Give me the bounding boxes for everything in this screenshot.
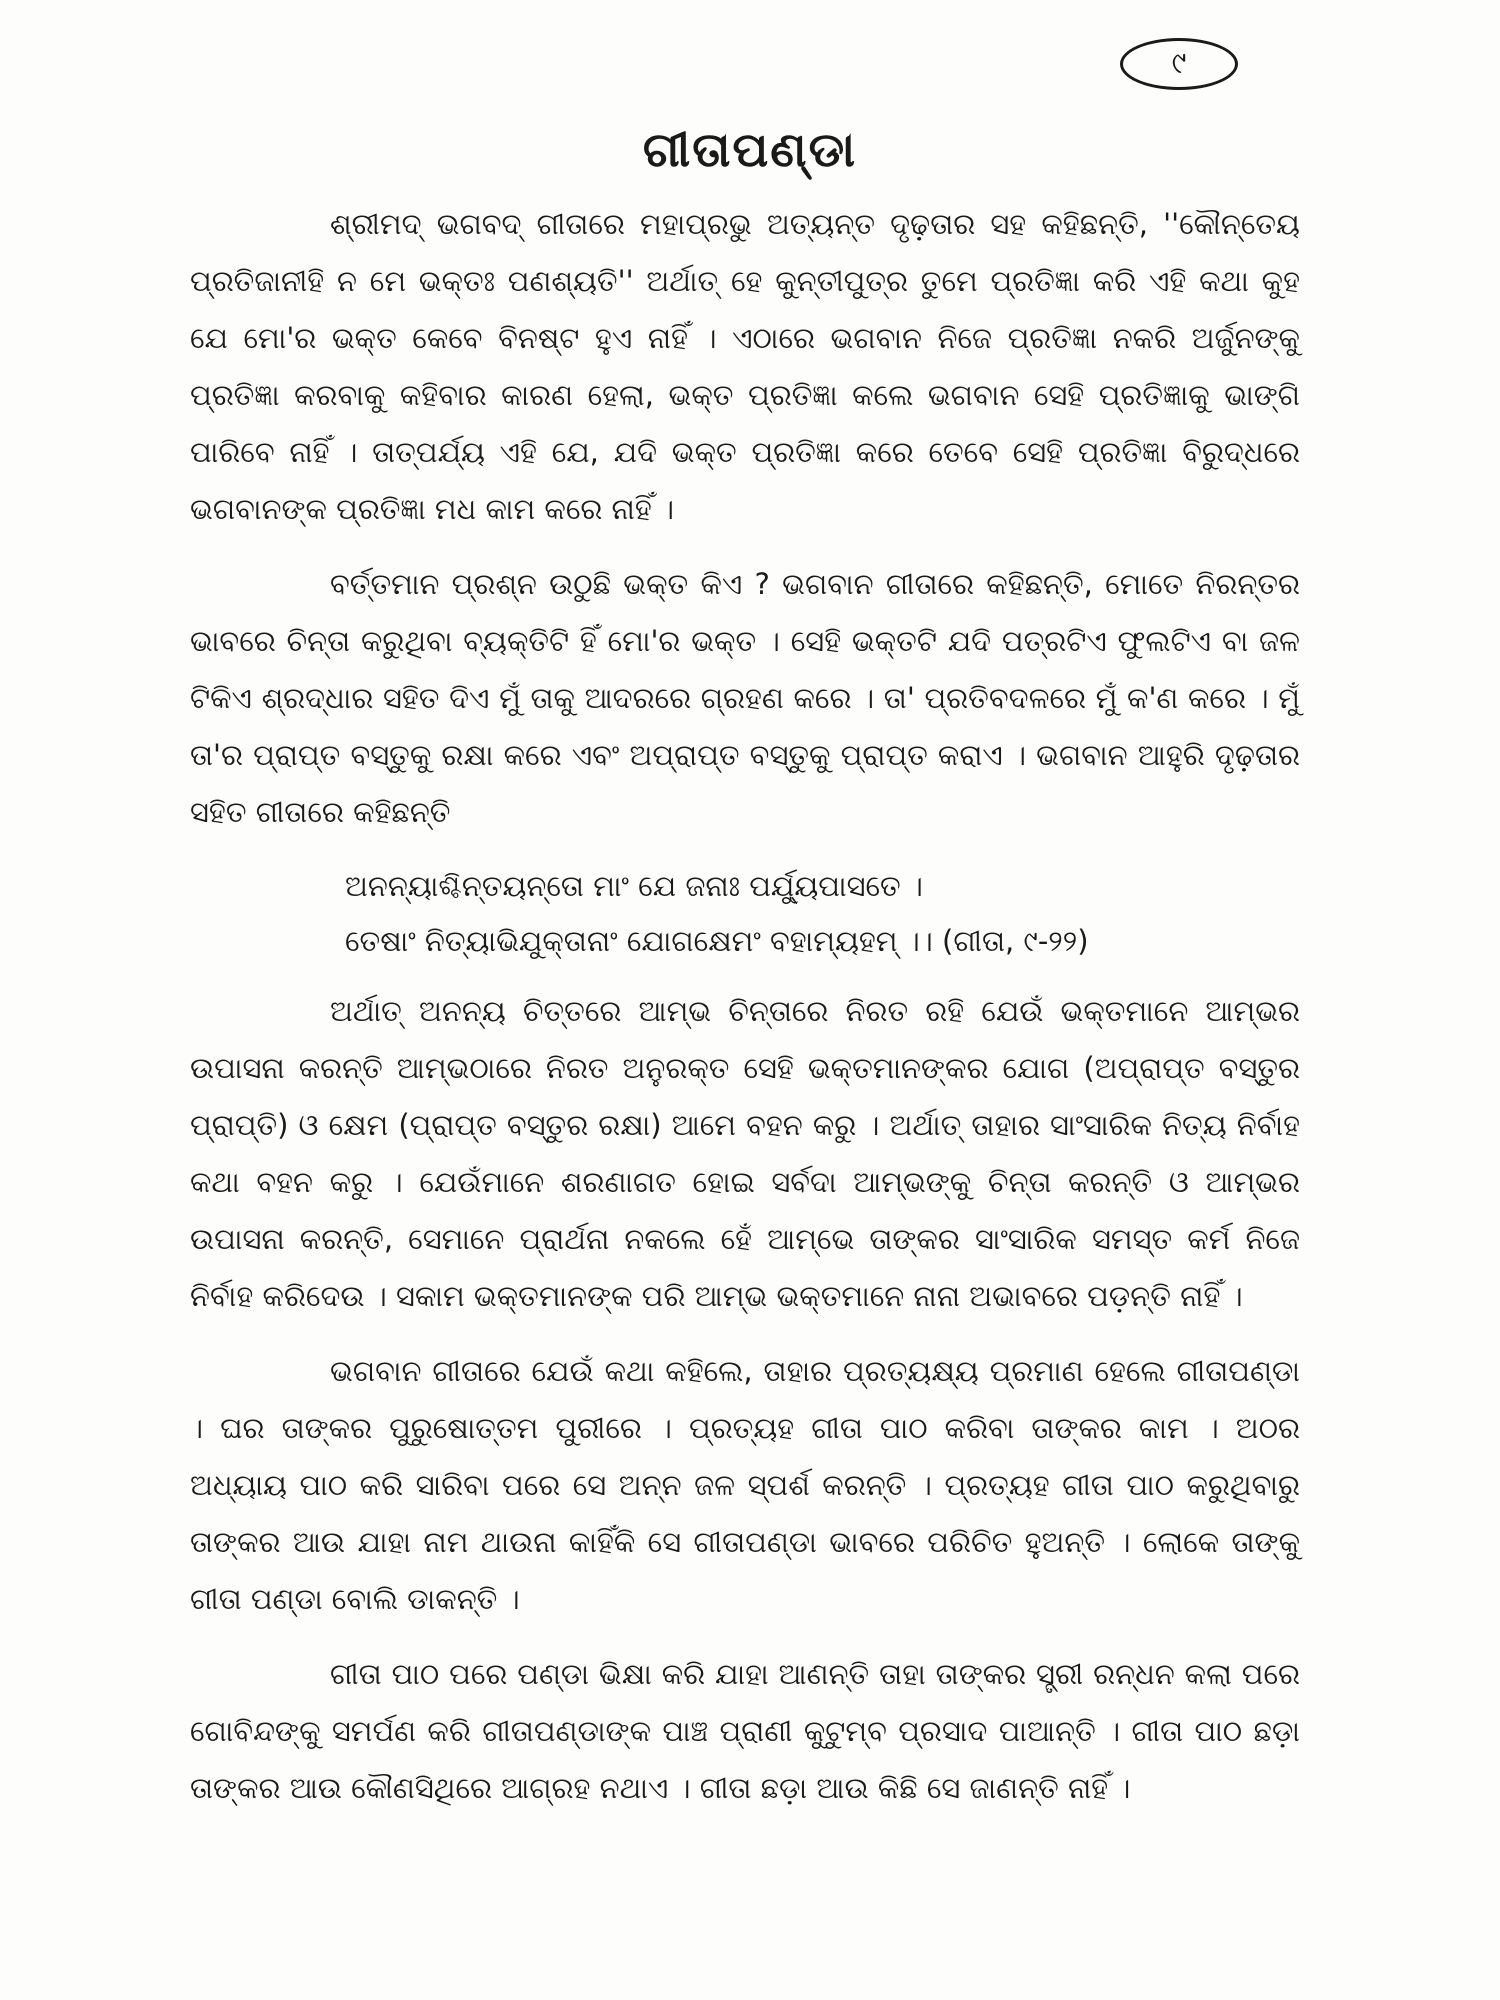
page-number-oval xyxy=(1120,38,1238,90)
page-number: ୯ xyxy=(1171,46,1187,81)
chapter-title: ଗୀତାପଣ୍ଡା xyxy=(642,122,858,178)
paragraph-1: ଶ୍ରୀମଦ୍ ଭଗବଦ୍ ଗୀତାରେ ମହାପ୍ରଭୁ ଅତ୍ୟନ୍ତ ଦୃଢ଼ତାର ସହ କହିଛନ୍ତି, ''କୌନ୍ତେୟ ପ୍ରତିଜାନୀହି ନ ମେ ଭକ୍ତଃ ପଣଶ୍ୟତି'' ଅର୍ଥାତ୍ ହେ କୁନ୍ତୀପୁତ୍ର ତୁମେ ପ୍ରତିଜ୍ଞା କରି ଏହି କଥା କୁହ ଯେ ମୋ'ର ଭକ୍ତ କେବେ ବିନଷ୍ଟ ହୁଏ ନାହିଁ । ଏଠାରେ ଭଗବାନ ନିଜେ ପ୍ରତିଜ୍ଞା ନକରି ଅର୍ଜୁନଙ୍କୁ ପ୍ରତିଜ୍ଞା କରବାକୁ କହିବାର କାରଣ ହେଲା, ଭକ୍ତ ପ୍ରତିଜ୍ଞା କଲେ ଭଗବାନ ସେହି ପ୍ରତିଜ୍ଞାକୁ ଭାଙ୍ଗି ପାରିବେ ନାହିଁ । ତାତ୍ପର୍ଯ୍ୟ ଏହି ଯେ, ଯଦି ଭକ୍ତ ପ୍ରତିଜ୍ଞା କରେ ତେବେ ସେହି ପ୍ରତିଜ୍ଞା ବିରୁଦ୍ଧରେ ଭଗବାନଙ୍କ ପ୍ରତିଜ୍ଞା ମଧ କାମ କରେ ନାହିଁ । xyxy=(190,207,1300,526)
paragraph-4: ଭଗବାନ ଗୀତାରେ ଯେଉଁ କଥା କହିଲେ, ତାହାର ପ୍ରତ୍ୟକ୍ଷ୍ୟ ପ୍ରମାଣ ହେଲେ ଗୀତାପଣ୍ଡା । ଘର ତାଙ୍କର ପୁରୁଷୋତ୍ତମ ପୁରୀରେ । ପ୍ରତ୍ୟହ ଗୀତା ପାଠ କରିବା ତାଙ୍କର କାମ । ଅଠର ଅଧ୍ୟାୟ ପାଠ କରି ସାରିବା ପରେ ସେ ଅନ୍ନ ଜଳ ସ୍ପର୍ଶ କରନ୍ତି । ପ୍ରତ୍ୟହ ଗୀତା ପାଠ କରୁଥିବାରୁ ତାଙ୍କର ଆଉ ଯାହା ନାମ ଥାଉନା କାହିଁକି ସେ ଗୀତାପଣ୍ଡା ଭାବରେ ପରିଚିତ ହୁଅନ୍ତି । ଲୋକେ ତାଙ୍କୁ ଗୀତା ପଣ୍ଡା ବୋଲି ଡାକନ୍ତି । xyxy=(190,1354,1300,1616)
verse-line-1: ଅନନ୍ୟାଶ୍ଚିନ୍ତୟନ୍ତୋ ମାଂ ଯେ ଜନାଃ ପର୍ଯ୍ୟୁପାସତେ । xyxy=(345,869,923,903)
paragraph-2: ବର୍ତ୍ତମାନ ପ୍ରଶ୍ନ ଉଠୁଛି ଭକ୍ତ କିଏ ? ଭଗବାନ ଗୀତାରେ କହିଛନ୍ତି, ମୋତେ ନିରନ୍ତର ଭାବରେ ଚିନ୍ତା କରୁଥିବା ବ୍ୟକ୍ତିଟି ହିଁ ମୋ'ର ଭକ୍ତ । ସେହି ଭକ୍ତଟି ଯଦି ପତ୍ରଟିଏ ଫୁଲଟିଏ ବା ଜଳ ଟିକିଏ ଶ୍ରଦ୍ଧାର ସହିତ ଦିଏ ମୁଁ ତାକୁ ଆଦରରେ ଗ୍ରହଣ କରେ । ତା' ପ୍ରତିବଦଳରେ ମୁଁ କ'ଣ କରେ । ମୁଁ ତା'ର ପ୍ରାପ୍ତ ବସ୍ତୁକୁ ରକ୍ଷା କରେ ଏବଂ ଅପ୍ରାପ୍ତ ବସ୍ତୁକୁ ପ୍ରାପ୍ତ କରାଏ । ଭଗବାନ ଆହୁରି ଦୃଢ଼ତାର ସହିତ ଗୀତାରେ କହିଛନ୍ତି xyxy=(190,567,1300,829)
body-text xyxy=(190,196,1300,1835)
paragraph-5: ଗୀତା ପାଠ ପରେ ପଣ୍ଡା ଭିକ୍ଷା କରି ଯାହା ଆଣନ୍ତି ତାହା ତାଙ୍କର ସ୍ତ୍ରୀ ରନ୍ଧନ କଲା ପରେ ଗୋବିନ୍ଦଙ୍କୁ ସମର୍ପଣ କରି ଗୀତାପଣ୍ଡାଙ୍କ ପାଞ୍ଚ ପ୍ରାଣୀ କୁଟୁମ୍ବ ପ୍ରସାଦ ପାଆନ୍ତି । ଗୀତା ପାଠ ଛଡ଼ା ତାଙ୍କର ଆଉ କୌଣସିଥିରେ ଆଗ୍ରହ ନଥାଏ । ଗୀତା ଛଡ଼ା ଆଉ କିଛି ସେ ଜାଣନ୍ତି ନାହିଁ । xyxy=(190,1657,1300,1805)
verse-line-2: ତେଷାଂ ନିତ୍ୟାଭିଯୁକ୍ତାନାଂ ଯୋଗକ୍ଷେମଂ ବହାମ୍ୟହମ୍ ।। (ଗୀତା, ୯-୨୨) xyxy=(345,924,1089,958)
gita-verse xyxy=(190,859,1300,969)
paragraph-3: ଅର୍ଥାତ୍ ଅନନ୍ୟ ଚିତ୍ତରେ ଆମ୍ଭ ଚିନ୍ତାରେ ନିରତ ରହି ଯେଉଁ ଭକ୍ତମାନେ ଆମ୍ଭର ଉପାସନା କରନ୍ତି ଆମ୍ଭଠାରେ ନିରତ ଅନୁରକ୍ତ ସେହି ଭକ୍ତମାନଙ୍କର ଯୋଗ (ଅପ୍ରାପ୍ତ ବସ୍ତୁର ପ୍ରାପ୍ତି) ଓ କ୍ଷେମ (ପ୍ରାପ୍ତ ବସ୍ତୁର ରକ୍ଷା) ଆମେ ବହନ କରୁ । ଅର୍ଥାତ୍ ତାହାର ସାଂସାରିକ ନିତ୍ୟ ନିର୍ବାହ କଥା ବହନ କରୁ । ଯେଉଁମାନେ ଶରଣାଗତ ହୋଇ ସର୍ବଦା ଆମ୍ଭଙ୍କୁ ଚିନ୍ତା କରନ୍ତି ଓ ଆମ୍ଭର ଉପାସନା କରନ୍ତି, ସେମାନେ ପ୍ରାର୍ଥନା ନକଲେ ହେଁ ଆମ୍ଭେ ତାଙ୍କର ସାଂସାରିକ ସମସ୍ତ କର୍ମ ନିଜେ ନିର୍ବାହ କରିଦେଉ । ସକାମ ଭକ୍ତମାନଙ୍କ ପରି ଆମ୍ଭ ଭକ୍ତମାନେ ନାନା ଅଭାବରେ ପଡ଼ନ୍ତି ନାହିଁ । xyxy=(190,994,1300,1313)
